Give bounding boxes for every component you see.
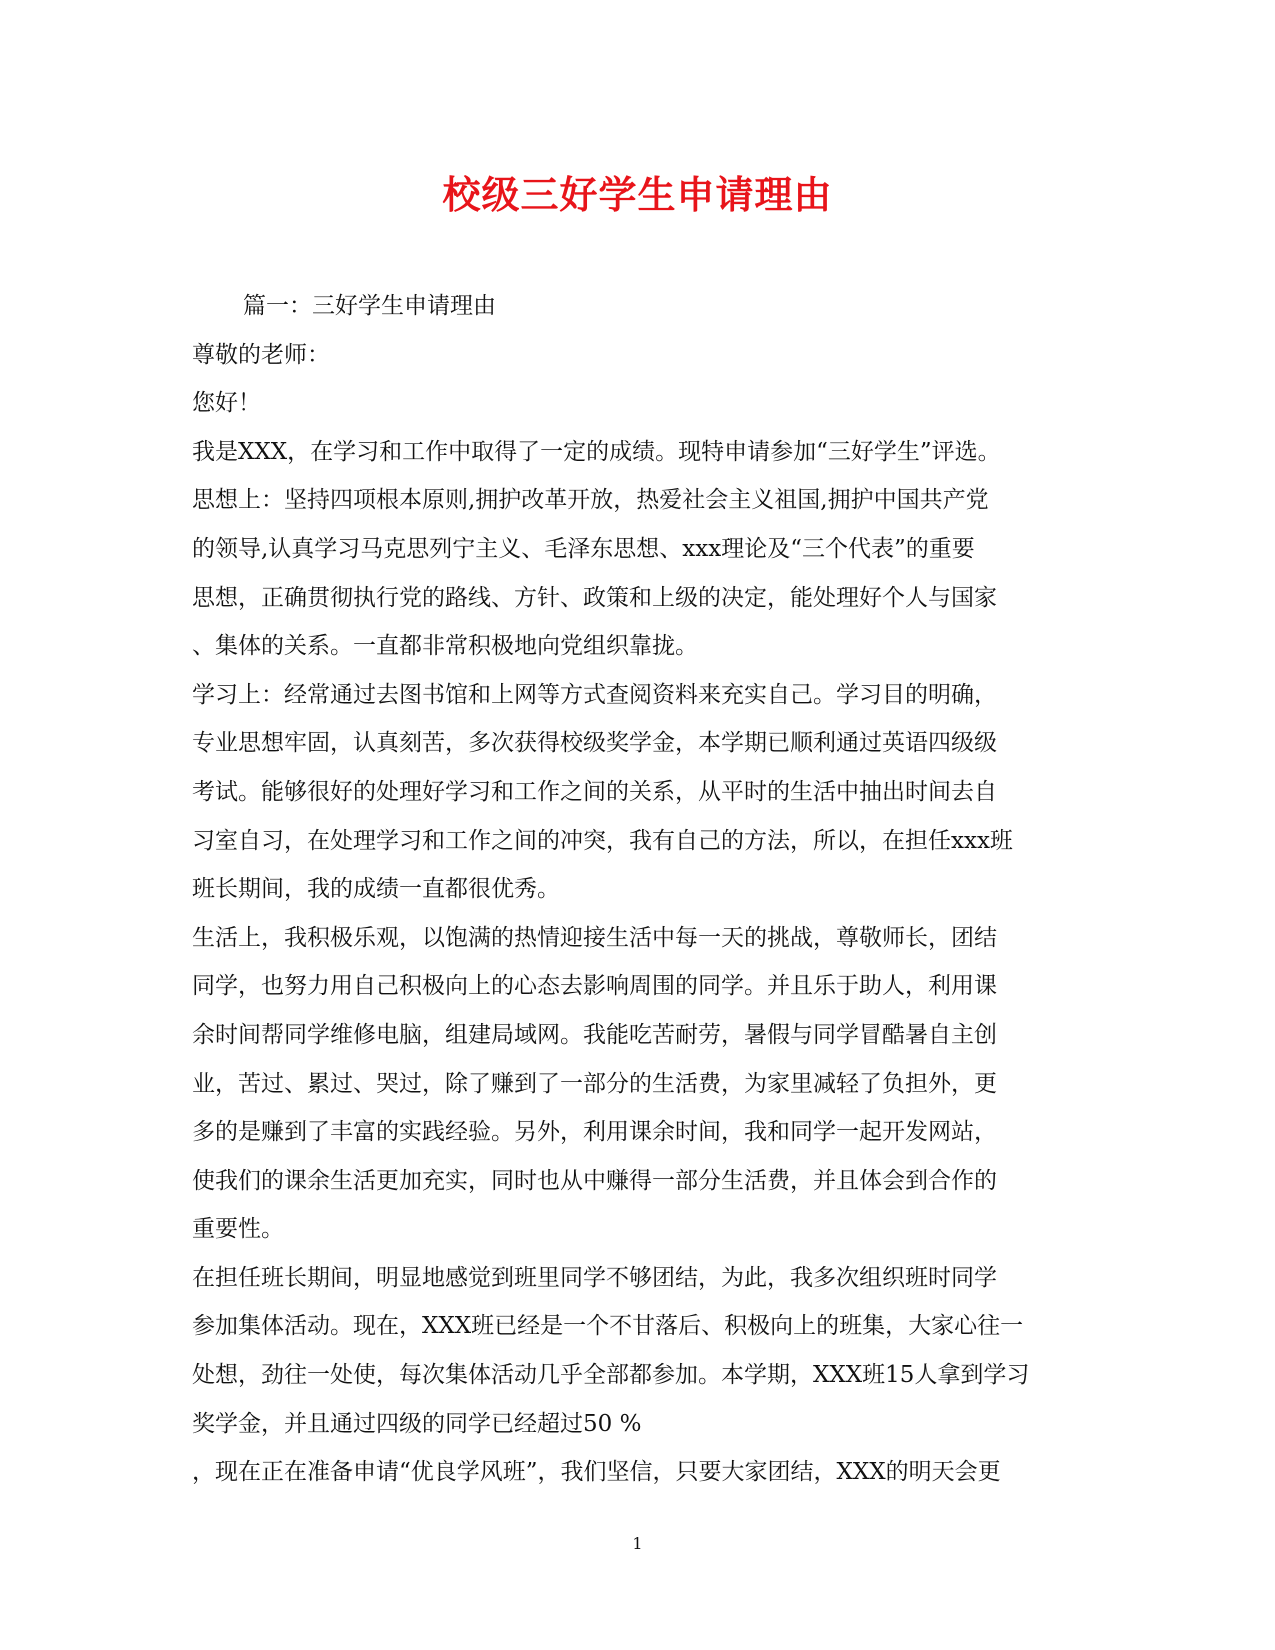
document-body <box>192 282 1082 1497</box>
body-line: 业，苦过、累过、哭过，除了赚到了一部分的生活费，为家里减轻了负担外，更 <box>192 1070 997 1097</box>
body-line: 的领导,认真学习马克思列宁主义、毛泽东思想、xxx理论及“三个代表”的重要 <box>192 535 975 562</box>
section-heading: 篇一：三好学生申请理由 <box>243 293 496 319</box>
salutation: 尊敬的老师： <box>192 341 330 368</box>
body-line: 余时间帮同学维修电脑，组建局域网。我能吃苦耐劳，暑假与同学冒酷暑自主创 <box>192 1021 997 1048</box>
body-line: 思想，正确贯彻执行党的路线、方针、政策和上级的决定，能处理好个人与国家 <box>192 584 997 611</box>
body-line: 奖学金，并且通过四级的同学已经超过50 % <box>192 1410 642 1437</box>
body-line: 处想，劲往一处使，每次集体活动几乎全部都参加。本学期，XXX班15人拿到学习 <box>192 1362 1030 1389</box>
body-line: 同学，也努力用自己积极向上的心态去影响周围的同学。并且乐于助人，利用课 <box>192 973 997 1000</box>
body-line: 考试。能够很好的处理好学习和工作之间的关系，从平时的生活中抽出时间去自 <box>192 778 997 805</box>
body-line: ，现在正在准备申请“优良学风班”，我们坚信，只要大家团结，XXX的明天会更 <box>192 1459 1001 1486</box>
body-line: 班长期间，我的成绩一直都很优秀。 <box>192 876 560 903</box>
body-line: 在担任班长期间，明显地感觉到班里同学不够团结，为此，我多次组织班时同学 <box>192 1264 997 1291</box>
body-line: 使我们的课余生活更加充实，同时也从中赚得一部分生活费，并且体会到合作的 <box>192 1167 997 1194</box>
body-line: 多的是赚到了丰富的实践经验。另外，利用课余时间，我和同学一起开发网站， <box>192 1119 997 1146</box>
document-title: 校级三好学生申请理由 <box>442 172 833 217</box>
greeting: 您好！ <box>192 390 261 417</box>
body-line: 我是XXX，在学习和工作中取得了一定的成绩。现特申请参加“三好学生”评选。 <box>192 438 1001 465</box>
body-line: 思想上：坚持四项根本原则,拥护改革开放，热爱社会主义祖国,拥护中国共产党 <box>192 487 989 514</box>
body-line: 、集体的关系。一直都非常积极地向党组织靠拢。 <box>192 633 698 660</box>
body-line: 学习上：经常通过去图书馆和上网等方式查阅资料来充实自己。学习目的明确， <box>192 681 997 708</box>
body-line: 生活上，我积极乐观，以饱满的热情迎接生活中每一天的挑战，尊敬师长，团结 <box>192 924 997 951</box>
body-line: 专业思想牢固，认真刻苦，多次获得校级奖学金，本学期已顺利通过英语四级级 <box>192 730 997 757</box>
body-line: 习室自习，在处理学习和工作之间的冲突，我有自己的方法，所以，在担任xxx班 <box>192 827 1013 854</box>
body-line: 重要性。 <box>192 1216 284 1243</box>
page-number: 1 <box>632 1534 643 1553</box>
body-line: 参加集体活动。现在，XXX班已经是一个不甘落后、积极向上的班集，大家心往一 <box>192 1313 1024 1340</box>
